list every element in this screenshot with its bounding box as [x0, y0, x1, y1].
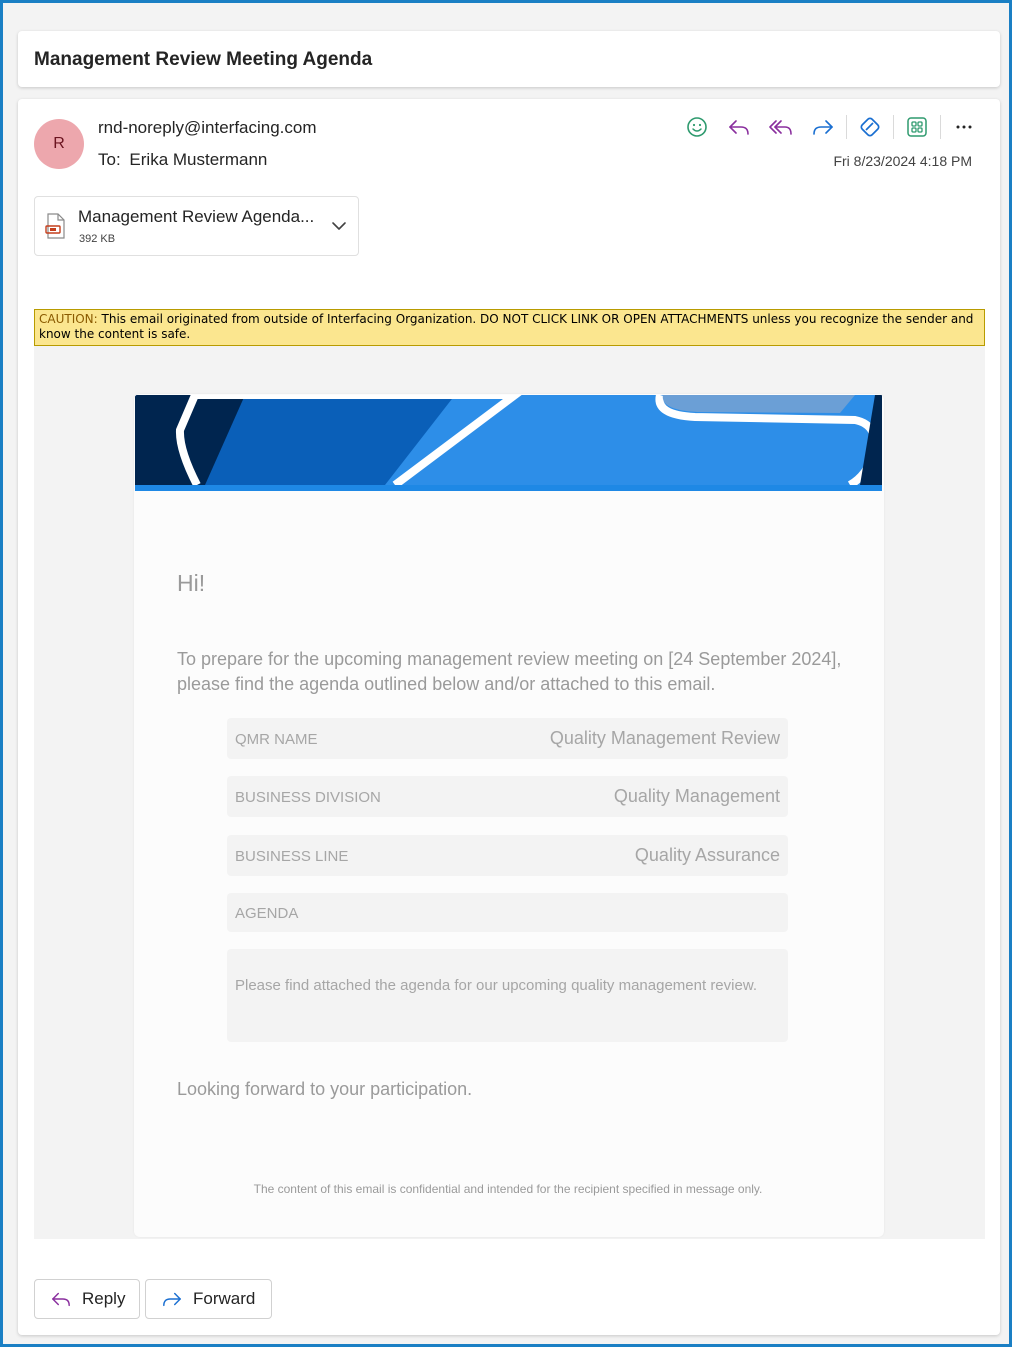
apps-icon	[906, 116, 928, 138]
field-label: BUSINESS LINE	[235, 848, 349, 865]
pdf-file-icon	[45, 213, 67, 239]
recipient-line	[98, 150, 267, 170]
reply-label: Reply	[82, 1289, 126, 1308]
email-content-card	[134, 394, 884, 1237]
recipient-name[interactable]: Erika Mustermann	[129, 150, 268, 169]
to-label: To:	[98, 150, 121, 169]
message-date: Fri 8/23/2024 4:18 PM	[833, 153, 972, 169]
greeting: Hi!	[177, 570, 206, 596]
field-label: BUSINESS DIVISION	[235, 789, 381, 806]
forward-button-bottom[interactable]	[145, 1279, 272, 1319]
disclaimer: The content of this email is confidential and intended for the recipient specified in message only.	[253, 1182, 763, 1196]
chevron-down-icon[interactable]	[330, 217, 348, 235]
reply-all-button[interactable]	[760, 113, 802, 141]
field-value: Quality Management Review	[549, 728, 780, 748]
attachment-size: 392 KB	[79, 233, 116, 245]
toolbar-divider	[846, 115, 847, 139]
reply-all-icon	[768, 116, 794, 138]
more-icon	[953, 116, 975, 138]
intro-paragraph: To prepare for the upcoming management review meeting on [24 September 2024], please find the agenda outlined below and/or attached to this email.	[177, 649, 842, 694]
field-row-business-line	[227, 835, 788, 876]
toolbar-divider	[940, 115, 941, 139]
agenda-text: Please find attached the agenda for our upcoming quality management review.	[235, 977, 757, 994]
field-value: Quality Management	[613, 786, 780, 806]
email-subject: Management Review Meeting Agenda	[34, 49, 373, 70]
caution-banner	[34, 309, 985, 346]
field-label: AGENDA	[235, 905, 299, 922]
avatar[interactable]: R	[34, 119, 84, 169]
attachment-name: Management Review Agenda...	[78, 207, 315, 226]
attachment-card[interactable]	[34, 196, 359, 256]
header-banner	[135, 395, 882, 491]
more-actions-button[interactable]	[943, 113, 985, 141]
reply-icon	[50, 1289, 72, 1309]
message-body	[34, 346, 985, 1239]
apps-button[interactable]	[896, 113, 938, 141]
forward-label: Forward	[193, 1289, 256, 1308]
reply-icon	[727, 116, 751, 138]
agenda-box	[227, 949, 788, 1042]
field-row-qmr-name	[227, 718, 788, 759]
message-toolbar	[676, 113, 985, 141]
reply-button-bottom[interactable]	[34, 1279, 140, 1319]
sender-address[interactable]: rnd-noreply@interfacing.com	[98, 118, 317, 137]
forward-icon	[161, 1289, 183, 1309]
forward-button[interactable]	[802, 113, 844, 141]
loop-icon	[858, 115, 882, 139]
loop-button[interactable]	[849, 113, 891, 141]
emoji-button[interactable]	[676, 113, 718, 141]
closing-line: Looking forward to your participation.	[177, 1079, 473, 1099]
message-pane	[18, 99, 1000, 1335]
emoji-icon	[686, 116, 708, 138]
caution-label: CAUTION:	[39, 312, 98, 326]
caution-text: This email originated from outside of Interfacing Organization. DO NOT CLICK LINK OR OPEN ATTACHMENTS unless you recognize the sender and know the content is safe.	[39, 312, 974, 341]
reply-button[interactable]	[718, 113, 760, 141]
field-label: QMR NAME	[235, 731, 318, 748]
field-row-business-division	[227, 776, 788, 817]
field-value: Quality Assurance	[634, 845, 780, 865]
toolbar-divider	[893, 115, 894, 139]
field-row-agenda	[227, 893, 788, 932]
subject-header	[18, 31, 1000, 87]
forward-icon	[811, 116, 835, 138]
